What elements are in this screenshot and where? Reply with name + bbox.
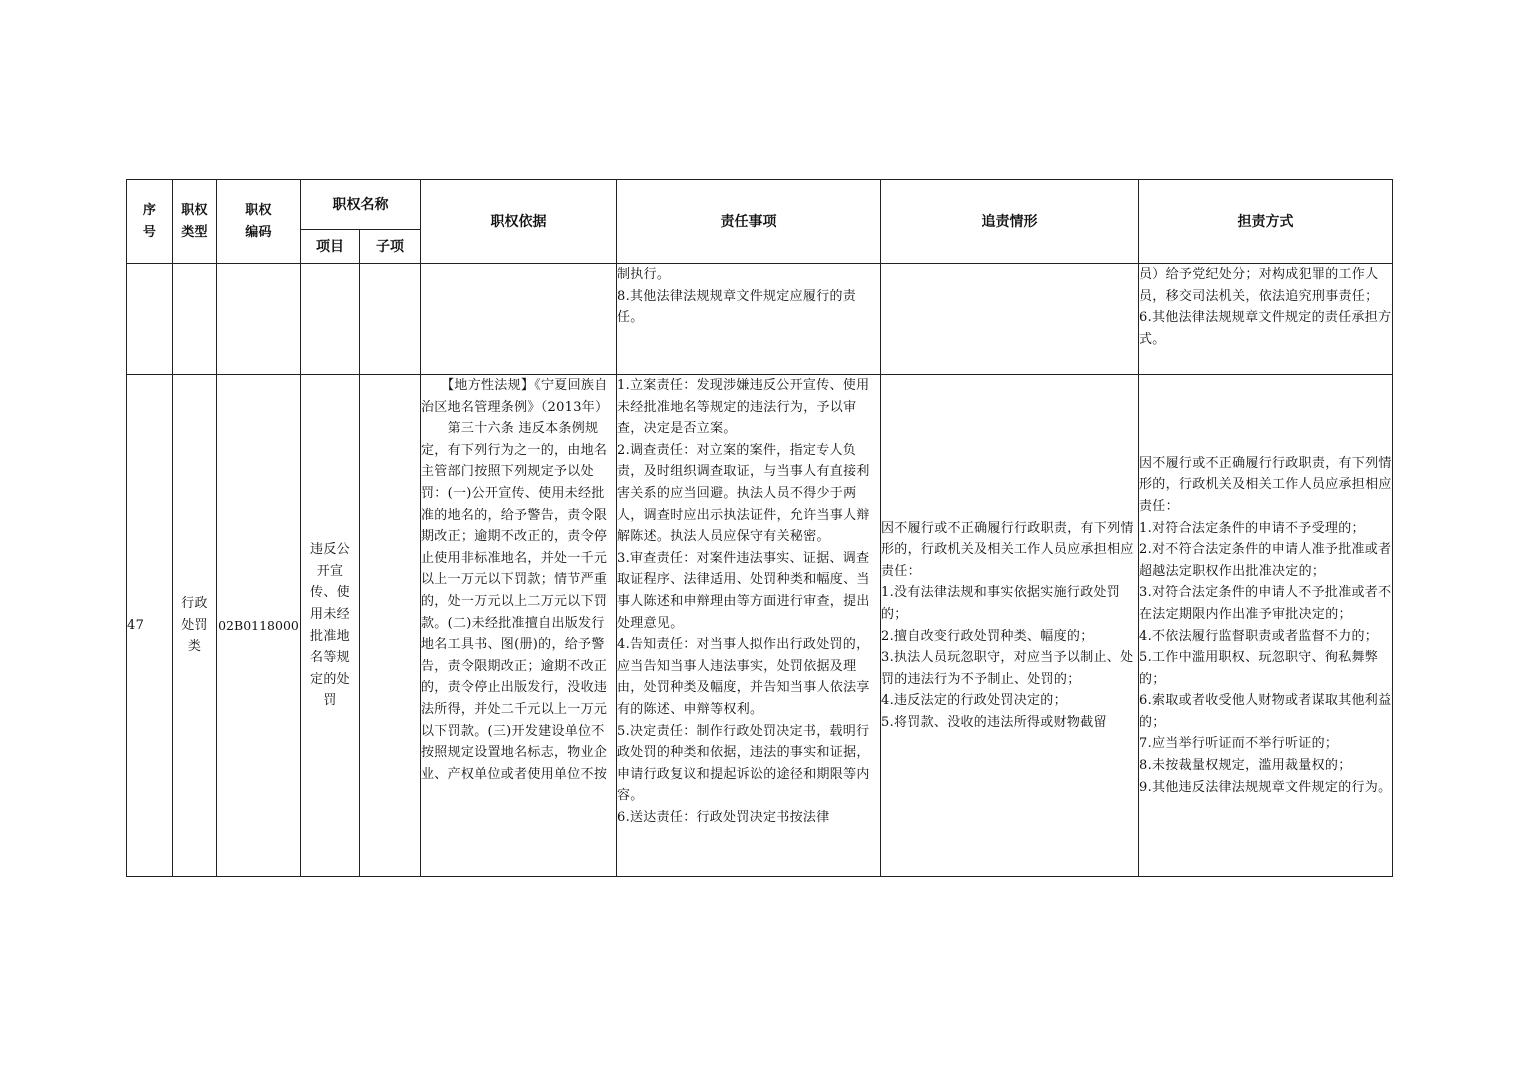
row-code: 02B0118000 (217, 375, 301, 877)
row-liability: 因不履行或不正确履行行政职责，有下列情形的，行政机关及相关工作人员应承担相应责任： 1.对符合法定条件的申请不予受理的； 2.对不符合法定条件的申请人准予批准或者超越法定职权作出批准决定的； 3.对符合法定条件的申请人不予批准或者不在法定期限内作出准予审批决定的； 4.不依法履行监督职责或者监督不力的； 5.工作中滥用职权、玩忽职守、徇私舞弊的； 6.索取或者收受他人财物或者谋取其他利益的； 7.应当举行听证而不举行听证的； 8.未按裁量权规定，滥用裁量权的； 9.其他违反法律法规规章文件规定的行为。 (1139, 375, 1393, 877)
header-basis: 职权依据 (421, 180, 617, 264)
header-accountability: 追责情形 (881, 180, 1139, 264)
header-duties: 责任事项 (617, 180, 881, 264)
row-type: 行政 处罚 类 (173, 375, 217, 877)
row-accountability: 因不履行或不正确履行行政职责，有下列情形的，行政机关及相关工作人员应承担相应责任： 1.没有法律法规和事实依据实施行政处罚的； 2.擅自改变行政处罚种类、幅度的； 3.执法人员玩忽职守，对应当予以制止、处罚的违法行为不予制止、处罚的； 4.违反法定的行政处罚决定的； 5.将罚款、没收的违法所得或财物截留 (881, 375, 1139, 877)
row-type (173, 264, 217, 375)
row-duties: 制执行。 8.其他法律法规规章文件规定应履行的责任。 (617, 264, 881, 375)
row-basis (421, 264, 617, 375)
row-item: 违反公 开宣 传、使 用未经 批准地 名等规 定的处 罚 (301, 375, 360, 877)
header-type: 职权 类型 (173, 180, 217, 264)
table-row (127, 375, 1393, 877)
header-liability: 担责方式 (1139, 180, 1393, 264)
row-basis: 【地方性法规】《宁夏回族自治区地名管理条例》（2013年） 第三十六条 违反本条例规定，有下列行为之一的，由地名主管部门按照下列规定予以处罚：(一)公开宣传、使用未经批准的地名的，给予警告，责令限期改正；逾期不改正的，责令停止使用非标准地名，并处一千元以上一万元以下罚款；情节严重的，处一万元以上二万元以下罚款。(二)未经批准擅自出版发行地名工具书、图(册)的，给予警告，责令限期改正；逾期不改正的，责令停止出版发行，没收违法所得，并处二千元以上一万元以下罚款。(三)开发建设单位不按照规定设置地名标志，物业企业、产权单位或者使用单位不按 (421, 375, 617, 877)
responsibility-table (126, 179, 1393, 877)
row-subitem (360, 375, 421, 877)
header-code: 职权 编码 (217, 180, 301, 264)
row-code (217, 264, 301, 375)
row-duties: 1.立案责任：发现涉嫌违反公开宣传、使用未经批准地名等规定的违法行为，予以审查，决定是否立案。 2.调查责任：对立案的案件，指定专人负责，及时组织调查取证，与当事人有直接利害关系的应当回避。执法人员不得少于两人，调查时应出示执法证件，允许当事人辩解陈述。执法人员应保守有关秘密。 3.审查责任：对案件违法事实、证据、调查取证程序、法律适用、处罚种类和幅度、当事人陈述和申辩理由等方面进行审查，提出处理意见。 4.告知责任：对当事人拟作出行政处罚的，应当告知当事人违法事实，处罚依据及理由，处罚种类及幅度，并告知当事人依法享有的陈述、申辩等权利。 5.决定责任：制作行政处罚决定书，载明行政处罚的种类和依据，违法的事实和证据，申请行政复议和提起诉讼的途径和期限等内容。 6.送达责任：行政处罚决定书按法律 (617, 375, 881, 877)
row-item (301, 264, 360, 375)
row-seq: 47 (127, 375, 173, 877)
row-subitem (360, 264, 421, 375)
row-accountability (881, 264, 1139, 375)
header-subitem: 子项 (360, 230, 421, 264)
row-liability: 员）给予党纪处分；对构成犯罪的工作人员，移交司法机关，依法追究刑事责任； 6.其他法律法规规章文件规定的责任承担方式。 (1139, 264, 1393, 375)
header-seq: 序 号 (127, 180, 173, 264)
table-row (127, 264, 1393, 375)
row-seq (127, 264, 173, 375)
header-name-group: 职权名称 (301, 180, 421, 230)
header-item: 项目 (301, 230, 360, 264)
